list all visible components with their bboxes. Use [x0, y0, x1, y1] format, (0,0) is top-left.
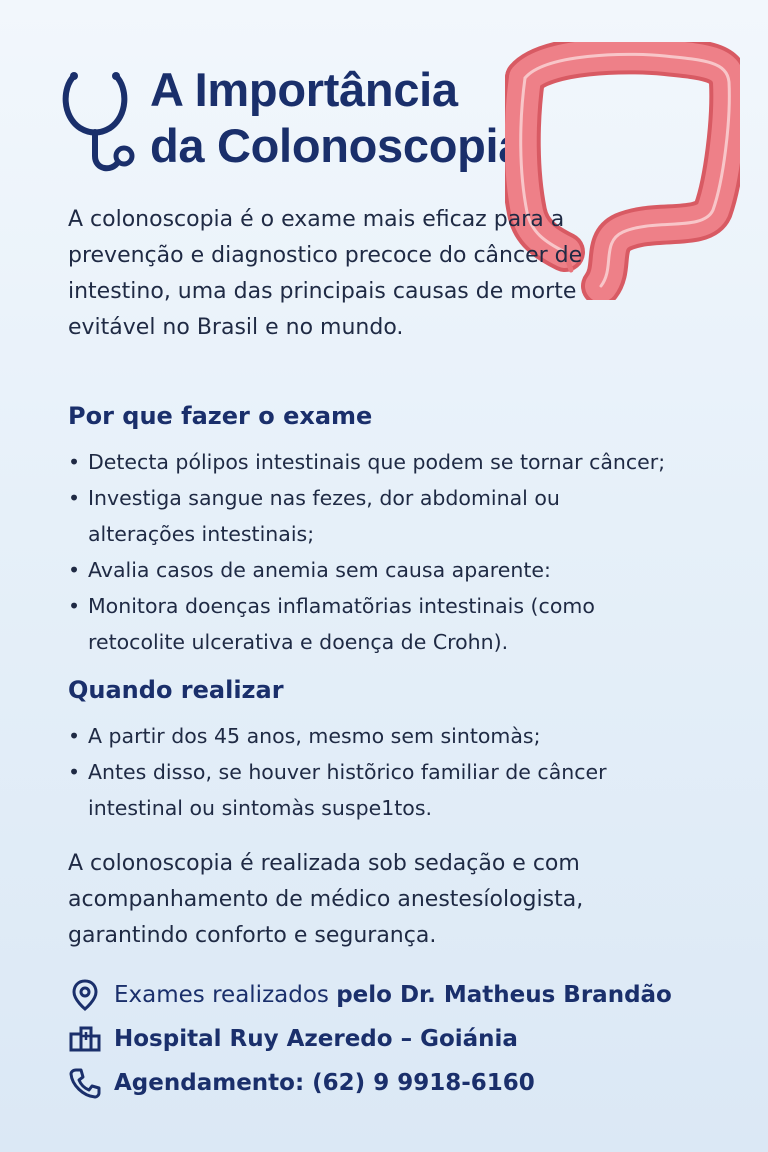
- location-text-prefix: Exames realizados: [114, 982, 329, 1008]
- title-line-1: A Importância: [150, 63, 458, 116]
- page-title: [150, 62, 524, 174]
- list-item: • Avalia casos de anemia sem causa aparente:: [68, 552, 748, 588]
- contact-phone: [68, 1063, 748, 1103]
- when-heading: Quando realizar: [68, 676, 284, 704]
- phone-text[interactable]: Agendamento: (62) 9 9918-6160: [114, 1070, 535, 1096]
- list-item: • A partir dos 45 anos, mesmo sem sintomàs;: [68, 718, 748, 754]
- title-line-2: da Colonoscopia: [150, 119, 525, 172]
- list-item: • Antes disso, se houver histõrico familiar de câncer intestinal ou sintomàs suspe1tos.: [68, 754, 748, 826]
- when-list: [68, 718, 748, 826]
- stethoscope-icon: [60, 68, 138, 178]
- contact-location: [68, 975, 748, 1015]
- list-item: • Detecta pólipos intestinais que podem se tornar câncer;: [68, 444, 748, 480]
- why-list: [68, 444, 748, 660]
- outro-paragraph: A colonoscopia é realizada sob sedação e com acompanhamento de médico anestesíologista, garantindo conforto e segurança.: [68, 851, 584, 948]
- hospital-text: Hospital Ruy Azeredo – Goiánia: [114, 1026, 518, 1052]
- phone-icon: [68, 1066, 102, 1100]
- hospital-icon: [68, 1022, 102, 1056]
- location-text-doctor: pelo Dr. Matheus Brandão: [336, 982, 672, 1008]
- list-item: • Monitora doenças inflamatõrias intestinais (como retocolite ulcerativa e doença de Crohn).: [68, 588, 748, 660]
- location-pin-icon: [68, 978, 102, 1012]
- list-item: • Investiga sangue nas fezes, dor abdominal ou alterações intestinais;: [68, 480, 748, 552]
- intro-paragraph: A colonoscopia é o exame mais eficaz para a prevenção e diagnostico precoce do câncer de intestino, uma das principais causas de morte evitável no Brasil e no mundo.: [68, 207, 583, 340]
- why-heading: Por que fazer o exame: [68, 402, 373, 430]
- contact-hospital: [68, 1019, 748, 1059]
